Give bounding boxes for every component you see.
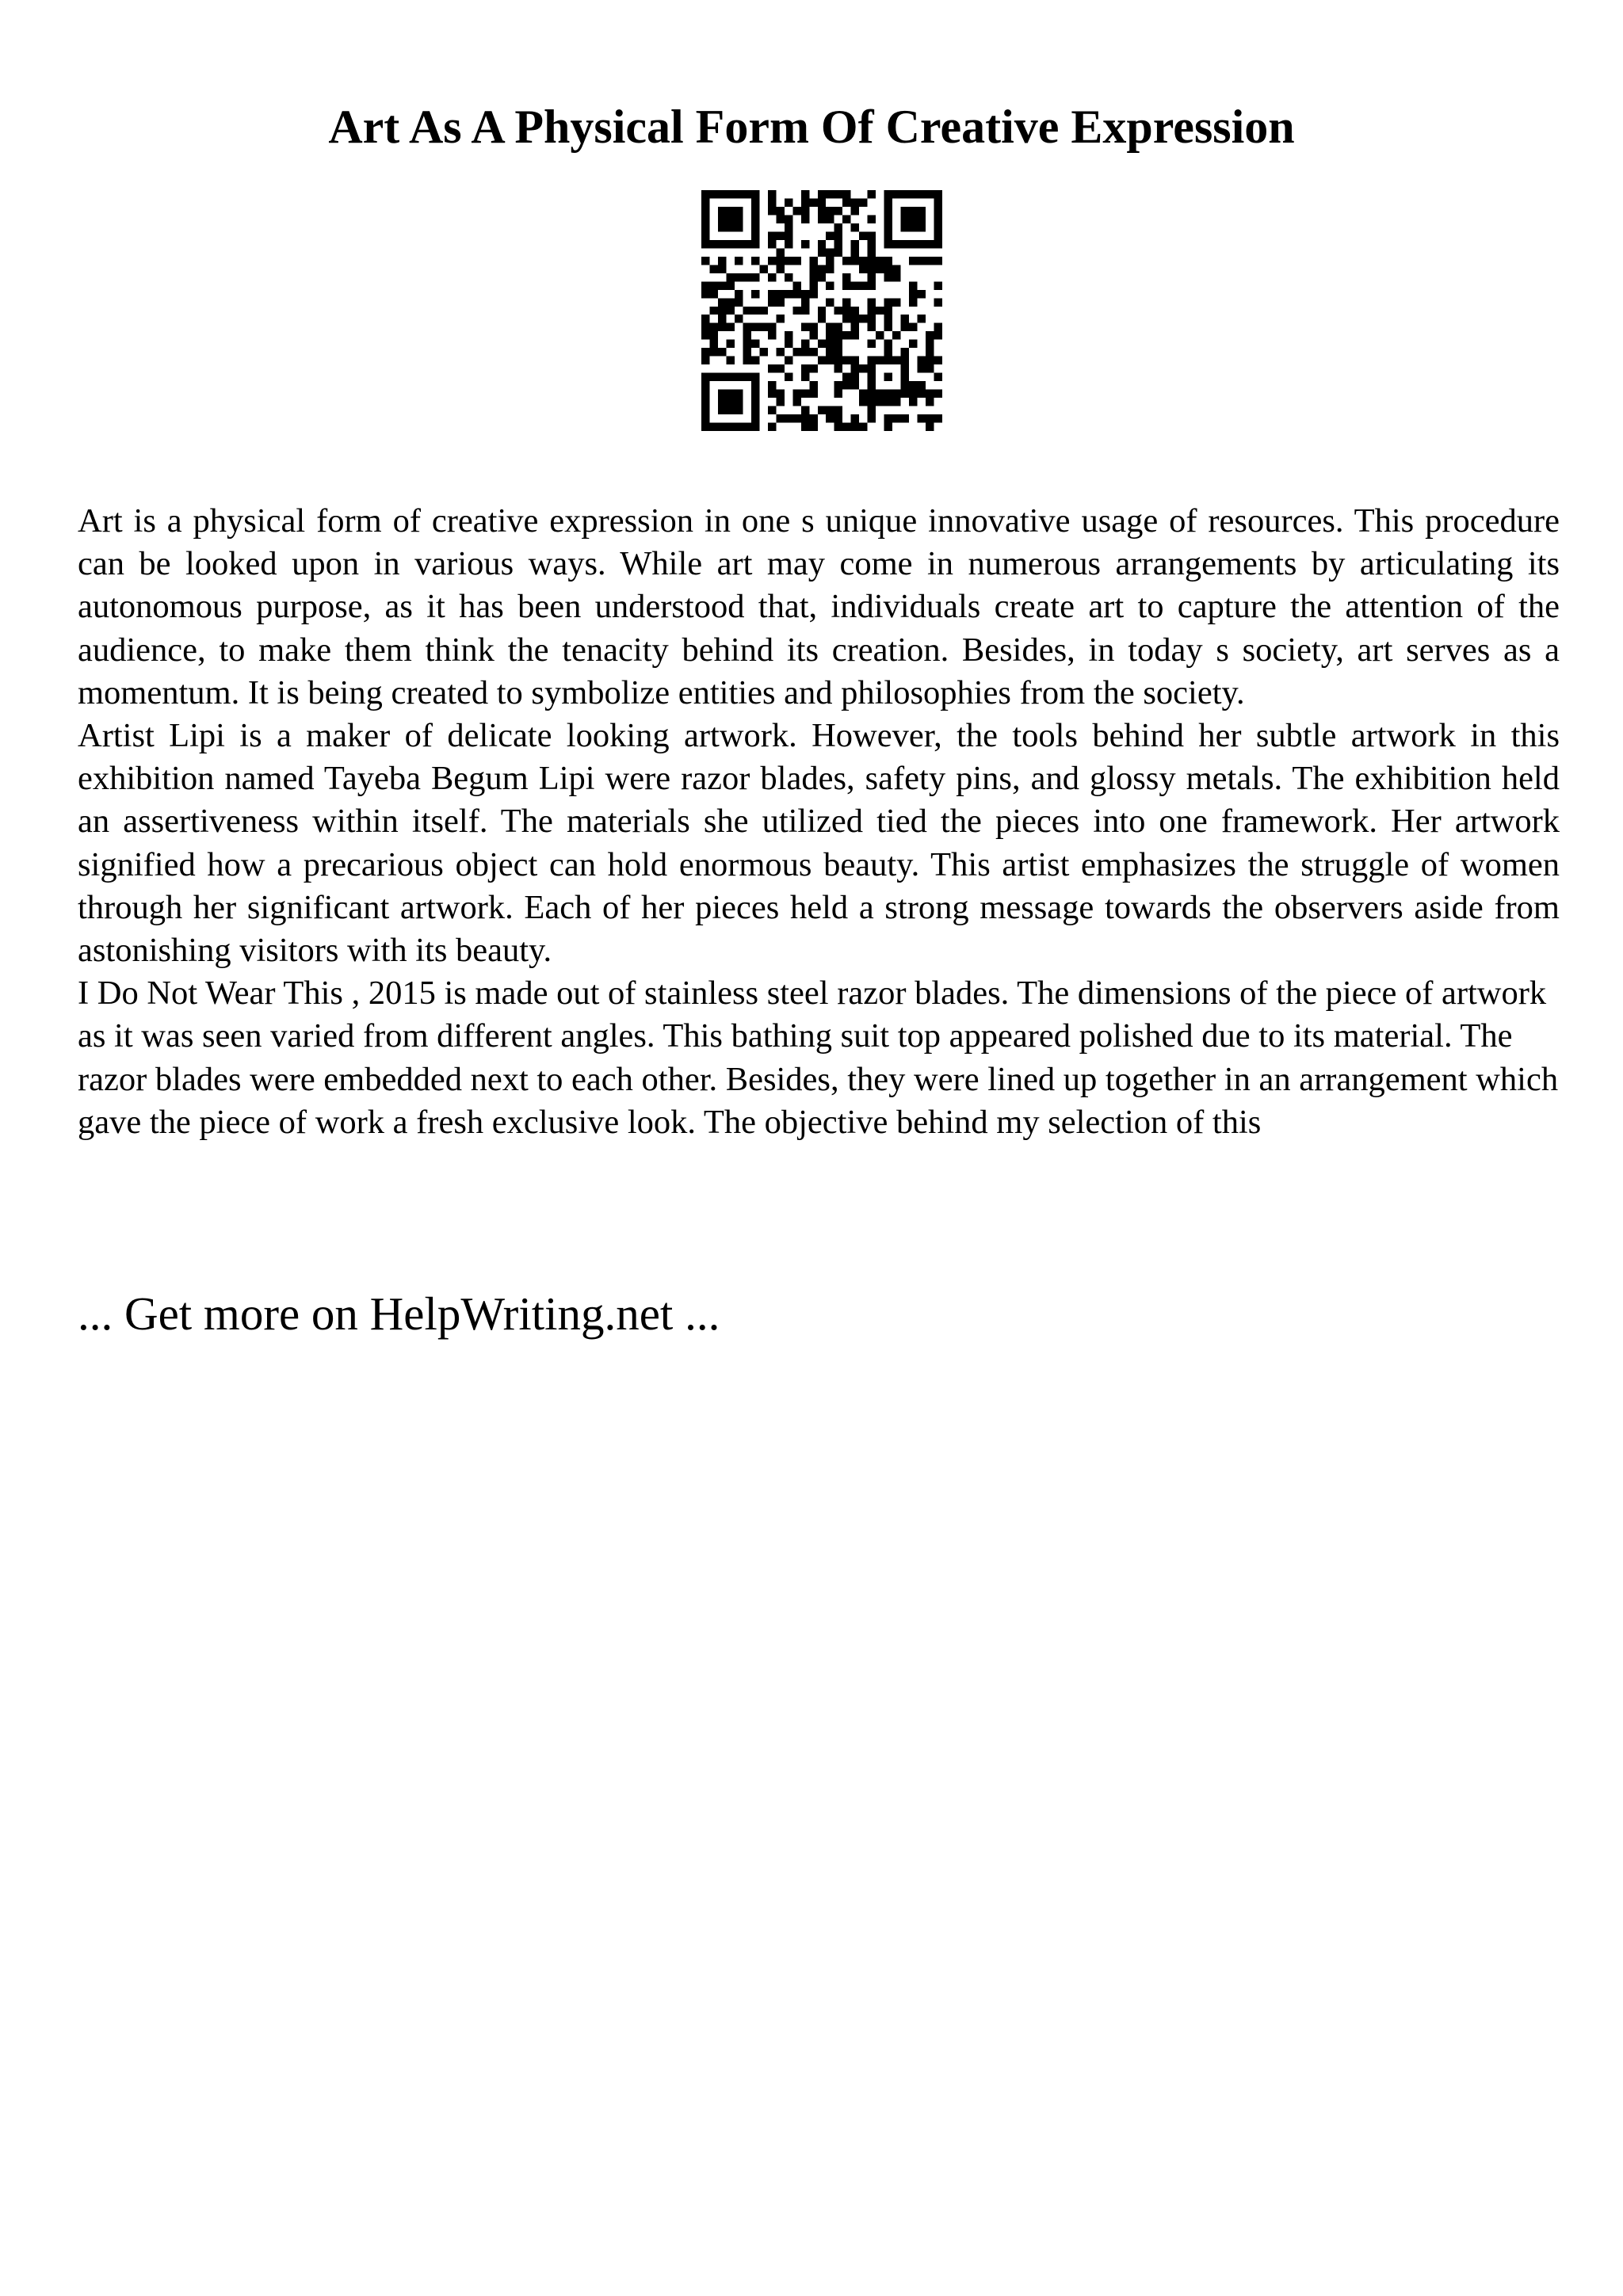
paragraph: Art is a physical form of creative expression in one s unique innovative usage of resources. This procedure can be looked upon in various ways. While art may come in numerous arrangements by articulating its autonomous purpose, as it has been understood that, individuals create art to capture the attention of the audience, to make them think the tenacity behind its creation. Besides, in today s society, art serves as a momentum. It is being created to symbolize entities and philosophies from the society. (78, 502, 1560, 711)
qr-code-icon (701, 190, 942, 431)
get-more-link[interactable]: ... Get more on HelpWriting.net ... (78, 1287, 720, 1340)
paragraph: Artist Lipi is a maker of delicate looking artwork. However, the tools behind her subtle artwork in this exhibition named Tayeba Begum Lipi were razor blades, safety pins, and glossy metals. The exhibition held an assertiveness within itself. The materials she utilized tied the pieces into one framework. Her artwork signified how a precarious object can hold enormous beauty. This artist emphasizes the struggle of women through her significant artwork. Each of her pieces held a strong message towards the observers aside from astonishing visitors with its beauty. (78, 717, 1560, 970)
document-title: Art As A Physical Form Of Creative Expression (328, 101, 1295, 153)
paragraph: I Do Not Wear This , 2015 is made out of stainless steel razor blades. The dimensions of the piece of artwork as it was seen varied from different angles. This bathing suit top appeared polished due to its material. The razor blades were embedded next to each other. Besides, they were lined up together in an arrangement which gave the piece of work a fresh exclusive look. The objective behind my selection of this (78, 974, 1559, 1141)
document-body (78, 500, 1560, 1144)
